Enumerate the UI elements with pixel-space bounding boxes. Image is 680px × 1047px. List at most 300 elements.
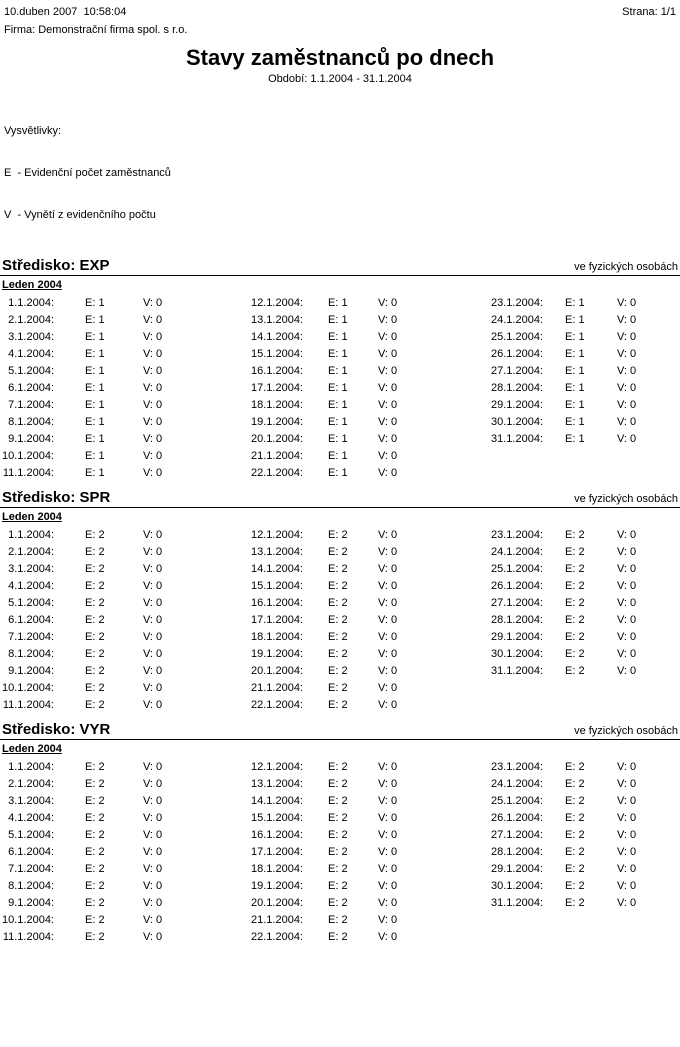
section-header <box>0 490 680 508</box>
v-cell: V: 0 <box>617 546 637 558</box>
v-cell: V: 0 <box>143 348 163 360</box>
v-cell: V: 0 <box>617 846 637 858</box>
e-cell: E: 2 <box>85 546 105 558</box>
date-cell: 10.1.2004: <box>2 914 54 926</box>
e-cell: E: 2 <box>565 846 585 858</box>
date-cell <box>471 465 543 482</box>
legend <box>4 96 676 250</box>
v-cell: V: 0 <box>617 829 637 841</box>
v-cell: V: 0 <box>143 450 163 462</box>
v-cell: V: 0 <box>617 880 637 892</box>
v-cell: V: 0 <box>378 761 398 773</box>
e-cell: E: 2 <box>85 812 105 824</box>
v-cell: V: 0 <box>378 631 398 643</box>
e-cell: E: 1 <box>85 382 105 394</box>
e-cell: E: 2 <box>328 682 348 694</box>
v-cell: V: 0 <box>143 614 163 626</box>
date-cell <box>471 912 543 929</box>
date-cell: 13.1.2004: <box>251 778 303 790</box>
table-row <box>0 595 680 612</box>
e-cell: E: 2 <box>565 563 585 575</box>
days-table <box>0 527 680 714</box>
table-row <box>0 895 680 912</box>
date-cell: 13.1.2004: <box>251 314 303 326</box>
v-cell: V: 0 <box>143 467 163 479</box>
date-cell: 24.1.2004: <box>491 778 543 790</box>
e-cell: E: 1 <box>328 365 348 377</box>
v-cell: V: 0 <box>617 365 637 377</box>
v-cell: V: 0 <box>378 665 398 677</box>
e-cell: E: 2 <box>85 665 105 677</box>
v-cell: V: 0 <box>143 331 163 343</box>
e-cell: E: 2 <box>565 761 585 773</box>
report-period: Období: 1.1.2004 - 31.1.2004 <box>268 73 412 85</box>
days-table <box>0 295 680 482</box>
v-cell: V: 0 <box>143 529 163 541</box>
table-row <box>0 465 680 482</box>
date-cell: 28.1.2004: <box>491 614 543 626</box>
table-row <box>0 431 680 448</box>
v-cell: V: 0 <box>378 563 398 575</box>
date-cell: 25.1.2004: <box>491 331 543 343</box>
date-cell: 22.1.2004: <box>251 931 303 943</box>
v-cell <box>587 697 680 714</box>
e-cell: E: 2 <box>565 863 585 875</box>
v-cell: V: 0 <box>617 433 637 445</box>
date-cell: 6.1.2004: <box>8 846 54 858</box>
v-cell: V: 0 <box>143 648 163 660</box>
date-cell: 5.1.2004: <box>8 597 54 609</box>
date-cell: 20.1.2004: <box>251 665 303 677</box>
unit-note: ve fyzických osobách <box>574 261 678 273</box>
date-cell: 27.1.2004: <box>491 597 543 609</box>
e-cell: E: 2 <box>565 546 585 558</box>
date-cell: 12.1.2004: <box>251 529 303 541</box>
e-cell: E: 1 <box>328 450 348 462</box>
v-cell: V: 0 <box>617 795 637 807</box>
table-row <box>0 776 680 793</box>
e-cell: E: 2 <box>328 812 348 824</box>
date-cell: 1.1.2004: <box>8 761 54 773</box>
date-cell: 4.1.2004: <box>8 812 54 824</box>
e-cell: E: 1 <box>328 399 348 411</box>
e-cell <box>543 448 587 465</box>
e-cell: E: 2 <box>85 614 105 626</box>
v-cell: V: 0 <box>378 348 398 360</box>
date-cell <box>471 697 543 714</box>
table-row <box>0 544 680 561</box>
e-cell: E: 2 <box>565 778 585 790</box>
v-cell: V: 0 <box>617 778 637 790</box>
e-cell: E: 2 <box>565 580 585 592</box>
legend-item-v: V - Vynětí z evidenčního počtu <box>4 209 156 221</box>
date-cell: 3.1.2004: <box>8 795 54 807</box>
date-cell: 18.1.2004: <box>251 631 303 643</box>
legend-heading: Vysvětlivky: <box>4 125 62 137</box>
e-cell: E: 1 <box>565 297 585 309</box>
v-cell: V: 0 <box>378 331 398 343</box>
date-cell: 17.1.2004: <box>251 382 303 394</box>
v-cell: V: 0 <box>617 665 637 677</box>
unit-note: ve fyzických osobách <box>574 493 678 505</box>
table-row <box>0 759 680 776</box>
v-cell: V: 0 <box>143 897 163 909</box>
date-cell: 10.1.2004: <box>2 682 54 694</box>
v-cell: V: 0 <box>143 314 163 326</box>
date-cell: 8.1.2004: <box>8 416 54 428</box>
date-cell: 7.1.2004: <box>8 863 54 875</box>
e-cell <box>543 680 587 697</box>
table-row <box>0 527 680 544</box>
e-cell: E: 2 <box>328 880 348 892</box>
v-cell: V: 0 <box>378 399 398 411</box>
month-label: Leden 2004 <box>2 743 62 755</box>
table-row <box>0 629 680 646</box>
e-cell: E: 2 <box>85 931 105 943</box>
e-cell: E: 2 <box>565 897 585 909</box>
v-cell: V: 0 <box>617 297 637 309</box>
date-cell: 27.1.2004: <box>491 829 543 841</box>
v-cell <box>587 929 680 946</box>
date-cell: 1.1.2004: <box>8 529 54 541</box>
v-cell: V: 0 <box>378 846 398 858</box>
e-cell: E: 1 <box>328 382 348 394</box>
section-title: Středisko: EXP <box>2 257 110 274</box>
e-cell: E: 1 <box>85 314 105 326</box>
v-cell: V: 0 <box>143 297 163 309</box>
v-cell: V: 0 <box>378 467 398 479</box>
v-cell <box>587 680 680 697</box>
section-title: Středisko: VYR <box>2 721 111 738</box>
e-cell: E: 2 <box>328 631 348 643</box>
e-cell: E: 2 <box>328 931 348 943</box>
date-cell: 11.1.2004: <box>2 931 54 943</box>
e-cell: E: 2 <box>565 829 585 841</box>
e-cell: E: 2 <box>328 580 348 592</box>
e-cell: E: 2 <box>565 795 585 807</box>
table-row <box>0 697 680 714</box>
date-cell: 6.1.2004: <box>8 614 54 626</box>
table-row <box>0 346 680 363</box>
date-cell: 29.1.2004: <box>491 863 543 875</box>
v-cell: V: 0 <box>378 433 398 445</box>
date-cell: 16.1.2004: <box>251 597 303 609</box>
e-cell: E: 1 <box>85 331 105 343</box>
e-cell <box>543 697 587 714</box>
e-cell: E: 1 <box>328 348 348 360</box>
v-cell: V: 0 <box>378 812 398 824</box>
v-cell: V: 0 <box>378 450 398 462</box>
table-row <box>0 414 680 431</box>
v-cell: V: 0 <box>378 795 398 807</box>
v-cell: V: 0 <box>378 778 398 790</box>
date-cell: 22.1.2004: <box>251 467 303 479</box>
table-row <box>0 578 680 595</box>
date-cell: 3.1.2004: <box>8 563 54 575</box>
date-cell: 13.1.2004: <box>251 546 303 558</box>
e-cell: E: 1 <box>565 331 585 343</box>
v-cell: V: 0 <box>143 416 163 428</box>
e-cell: E: 2 <box>85 529 105 541</box>
e-cell: E: 2 <box>85 880 105 892</box>
e-cell: E: 2 <box>565 665 585 677</box>
v-cell: V: 0 <box>378 863 398 875</box>
e-cell <box>543 929 587 946</box>
table-row <box>0 793 680 810</box>
table-row <box>0 448 680 465</box>
e-cell: E: 2 <box>85 795 105 807</box>
section-EXP <box>0 258 680 482</box>
v-cell: V: 0 <box>143 795 163 807</box>
v-cell: V: 0 <box>143 563 163 575</box>
e-cell: E: 2 <box>85 563 105 575</box>
v-cell: V: 0 <box>143 399 163 411</box>
e-cell: E: 2 <box>328 614 348 626</box>
v-cell: V: 0 <box>143 914 163 926</box>
date-cell: 22.1.2004: <box>251 699 303 711</box>
date-cell: 19.1.2004: <box>251 416 303 428</box>
date-cell: 11.1.2004: <box>2 467 54 479</box>
v-cell: V: 0 <box>143 665 163 677</box>
e-cell: E: 1 <box>565 365 585 377</box>
unit-note: ve fyzických osobách <box>574 725 678 737</box>
v-cell: V: 0 <box>378 699 398 711</box>
e-cell: E: 2 <box>328 761 348 773</box>
e-cell: E: 2 <box>328 846 348 858</box>
date-cell: 21.1.2004: <box>251 682 303 694</box>
date-cell: 10.1.2004: <box>2 450 54 462</box>
date-cell: 28.1.2004: <box>491 382 543 394</box>
v-cell: V: 0 <box>378 365 398 377</box>
date-cell: 9.1.2004: <box>8 665 54 677</box>
e-cell: E: 2 <box>85 863 105 875</box>
v-cell: V: 0 <box>143 931 163 943</box>
date-cell: 14.1.2004: <box>251 331 303 343</box>
e-cell: E: 2 <box>565 529 585 541</box>
v-cell: V: 0 <box>378 314 398 326</box>
v-cell: V: 0 <box>143 699 163 711</box>
date-cell: 26.1.2004: <box>491 348 543 360</box>
v-cell: V: 0 <box>617 399 637 411</box>
e-cell: E: 2 <box>85 778 105 790</box>
e-cell: E: 1 <box>85 450 105 462</box>
date-cell: 4.1.2004: <box>8 580 54 592</box>
date-cell: 24.1.2004: <box>491 314 543 326</box>
table-row <box>0 312 680 329</box>
e-cell: E: 1 <box>328 314 348 326</box>
e-cell: E: 1 <box>565 382 585 394</box>
e-cell: E: 2 <box>565 614 585 626</box>
e-cell: E: 2 <box>328 897 348 909</box>
date-cell: 5.1.2004: <box>8 365 54 377</box>
date-cell <box>471 448 543 465</box>
v-cell: V: 0 <box>378 597 398 609</box>
v-cell: V: 0 <box>143 631 163 643</box>
e-cell: E: 2 <box>328 597 348 609</box>
date-cell: 3.1.2004: <box>8 331 54 343</box>
date-cell <box>471 929 543 946</box>
days-table <box>0 759 680 946</box>
v-cell: V: 0 <box>617 331 637 343</box>
date-cell: 12.1.2004: <box>251 761 303 773</box>
e-cell: E: 1 <box>565 314 585 326</box>
date-cell: 20.1.2004: <box>251 433 303 445</box>
date-cell: 16.1.2004: <box>251 365 303 377</box>
table-row <box>0 612 680 629</box>
e-cell: E: 2 <box>565 648 585 660</box>
v-cell: V: 0 <box>143 778 163 790</box>
v-cell: V: 0 <box>617 648 637 660</box>
date-cell: 15.1.2004: <box>251 812 303 824</box>
month-label: Leden 2004 <box>2 279 62 291</box>
date-cell: 28.1.2004: <box>491 846 543 858</box>
v-cell: V: 0 <box>143 812 163 824</box>
date-cell: 30.1.2004: <box>491 648 543 660</box>
date-cell: 31.1.2004: <box>491 897 543 909</box>
e-cell: E: 2 <box>85 597 105 609</box>
date-cell: 7.1.2004: <box>8 631 54 643</box>
page-header <box>0 0 680 19</box>
v-cell: V: 0 <box>617 812 637 824</box>
date-cell: 23.1.2004: <box>491 529 543 541</box>
v-cell: V: 0 <box>143 546 163 558</box>
e-cell: E: 2 <box>328 914 348 926</box>
date-cell: 24.1.2004: <box>491 546 543 558</box>
table-row <box>0 844 680 861</box>
date-cell: 18.1.2004: <box>251 399 303 411</box>
date-cell: 14.1.2004: <box>251 563 303 575</box>
v-cell: V: 0 <box>143 846 163 858</box>
e-cell: E: 2 <box>565 631 585 643</box>
date-cell: 31.1.2004: <box>491 665 543 677</box>
e-cell: E: 1 <box>85 416 105 428</box>
e-cell: E: 2 <box>85 631 105 643</box>
v-cell: V: 0 <box>378 931 398 943</box>
table-row <box>0 561 680 578</box>
date-cell: 29.1.2004: <box>491 631 543 643</box>
e-cell: E: 2 <box>85 682 105 694</box>
date-cell: 8.1.2004: <box>8 648 54 660</box>
v-cell: V: 0 <box>378 897 398 909</box>
e-cell: E: 1 <box>328 331 348 343</box>
e-cell: E: 2 <box>85 846 105 858</box>
e-cell: E: 1 <box>565 416 585 428</box>
table-row <box>0 646 680 663</box>
v-cell: V: 0 <box>617 761 637 773</box>
e-cell: E: 2 <box>328 778 348 790</box>
e-cell: E: 1 <box>85 399 105 411</box>
table-row <box>0 295 680 312</box>
date-cell: 12.1.2004: <box>251 297 303 309</box>
e-cell: E: 1 <box>328 297 348 309</box>
table-row <box>0 827 680 844</box>
e-cell: E: 2 <box>85 648 105 660</box>
v-cell: V: 0 <box>143 597 163 609</box>
report-title: Stavy zaměstnanců po dnech <box>185 45 495 70</box>
e-cell: E: 2 <box>328 648 348 660</box>
date-cell: 6.1.2004: <box>8 382 54 394</box>
e-cell: E: 2 <box>328 795 348 807</box>
v-cell: V: 0 <box>378 829 398 841</box>
e-cell: E: 1 <box>85 467 105 479</box>
date-cell: 11.1.2004: <box>2 699 54 711</box>
table-row <box>0 878 680 895</box>
v-cell <box>587 448 680 465</box>
v-cell: V: 0 <box>143 580 163 592</box>
e-cell: E: 1 <box>85 433 105 445</box>
e-cell <box>543 465 587 482</box>
v-cell: V: 0 <box>143 682 163 694</box>
date-cell: 4.1.2004: <box>8 348 54 360</box>
table-row <box>0 929 680 946</box>
e-cell: E: 2 <box>85 829 105 841</box>
date-cell: 26.1.2004: <box>491 580 543 592</box>
v-cell: V: 0 <box>143 880 163 892</box>
e-cell: E: 2 <box>328 529 348 541</box>
date-cell: 23.1.2004: <box>491 297 543 309</box>
v-cell: V: 0 <box>617 416 637 428</box>
date-cell: 17.1.2004: <box>251 614 303 626</box>
v-cell: V: 0 <box>617 382 637 394</box>
date-cell: 21.1.2004: <box>251 450 303 462</box>
e-cell: E: 2 <box>565 812 585 824</box>
table-row <box>0 380 680 397</box>
table-row <box>0 810 680 827</box>
company-line: Firma: Demonstrační firma spol. s r.o. <box>4 24 188 36</box>
v-cell: V: 0 <box>617 580 637 592</box>
v-cell: V: 0 <box>617 631 637 643</box>
v-cell: V: 0 <box>143 863 163 875</box>
date-cell: 14.1.2004: <box>251 795 303 807</box>
date-cell: 23.1.2004: <box>491 761 543 773</box>
date-cell: 7.1.2004: <box>8 399 54 411</box>
e-cell: E: 2 <box>85 699 105 711</box>
date-cell: 9.1.2004: <box>8 897 54 909</box>
e-cell: E: 2 <box>85 914 105 926</box>
table-row <box>0 363 680 380</box>
v-cell: V: 0 <box>378 880 398 892</box>
report-datetime: 10.duben 2007 10:58:04 <box>4 6 127 18</box>
v-cell: V: 0 <box>617 863 637 875</box>
v-cell: V: 0 <box>378 914 398 926</box>
v-cell: V: 0 <box>378 614 398 626</box>
section-header <box>0 722 680 740</box>
v-cell: V: 0 <box>378 297 398 309</box>
e-cell: E: 1 <box>328 433 348 445</box>
e-cell: E: 1 <box>328 467 348 479</box>
sections-container <box>0 258 680 946</box>
v-cell: V: 0 <box>617 348 637 360</box>
month-label: Leden 2004 <box>2 511 62 523</box>
v-cell: V: 0 <box>378 382 398 394</box>
v-cell: V: 0 <box>617 597 637 609</box>
table-row <box>0 663 680 680</box>
e-cell: E: 1 <box>565 433 585 445</box>
e-cell: E: 2 <box>85 580 105 592</box>
v-cell: V: 0 <box>378 529 398 541</box>
e-cell: E: 2 <box>565 597 585 609</box>
v-cell <box>587 465 680 482</box>
table-row <box>0 329 680 346</box>
e-cell: E: 1 <box>85 348 105 360</box>
date-cell: 8.1.2004: <box>8 880 54 892</box>
date-cell: 27.1.2004: <box>491 365 543 377</box>
e-cell: E: 2 <box>328 829 348 841</box>
v-cell: V: 0 <box>378 648 398 660</box>
date-cell: 18.1.2004: <box>251 863 303 875</box>
date-cell: 5.1.2004: <box>8 829 54 841</box>
date-cell: 2.1.2004: <box>8 314 54 326</box>
